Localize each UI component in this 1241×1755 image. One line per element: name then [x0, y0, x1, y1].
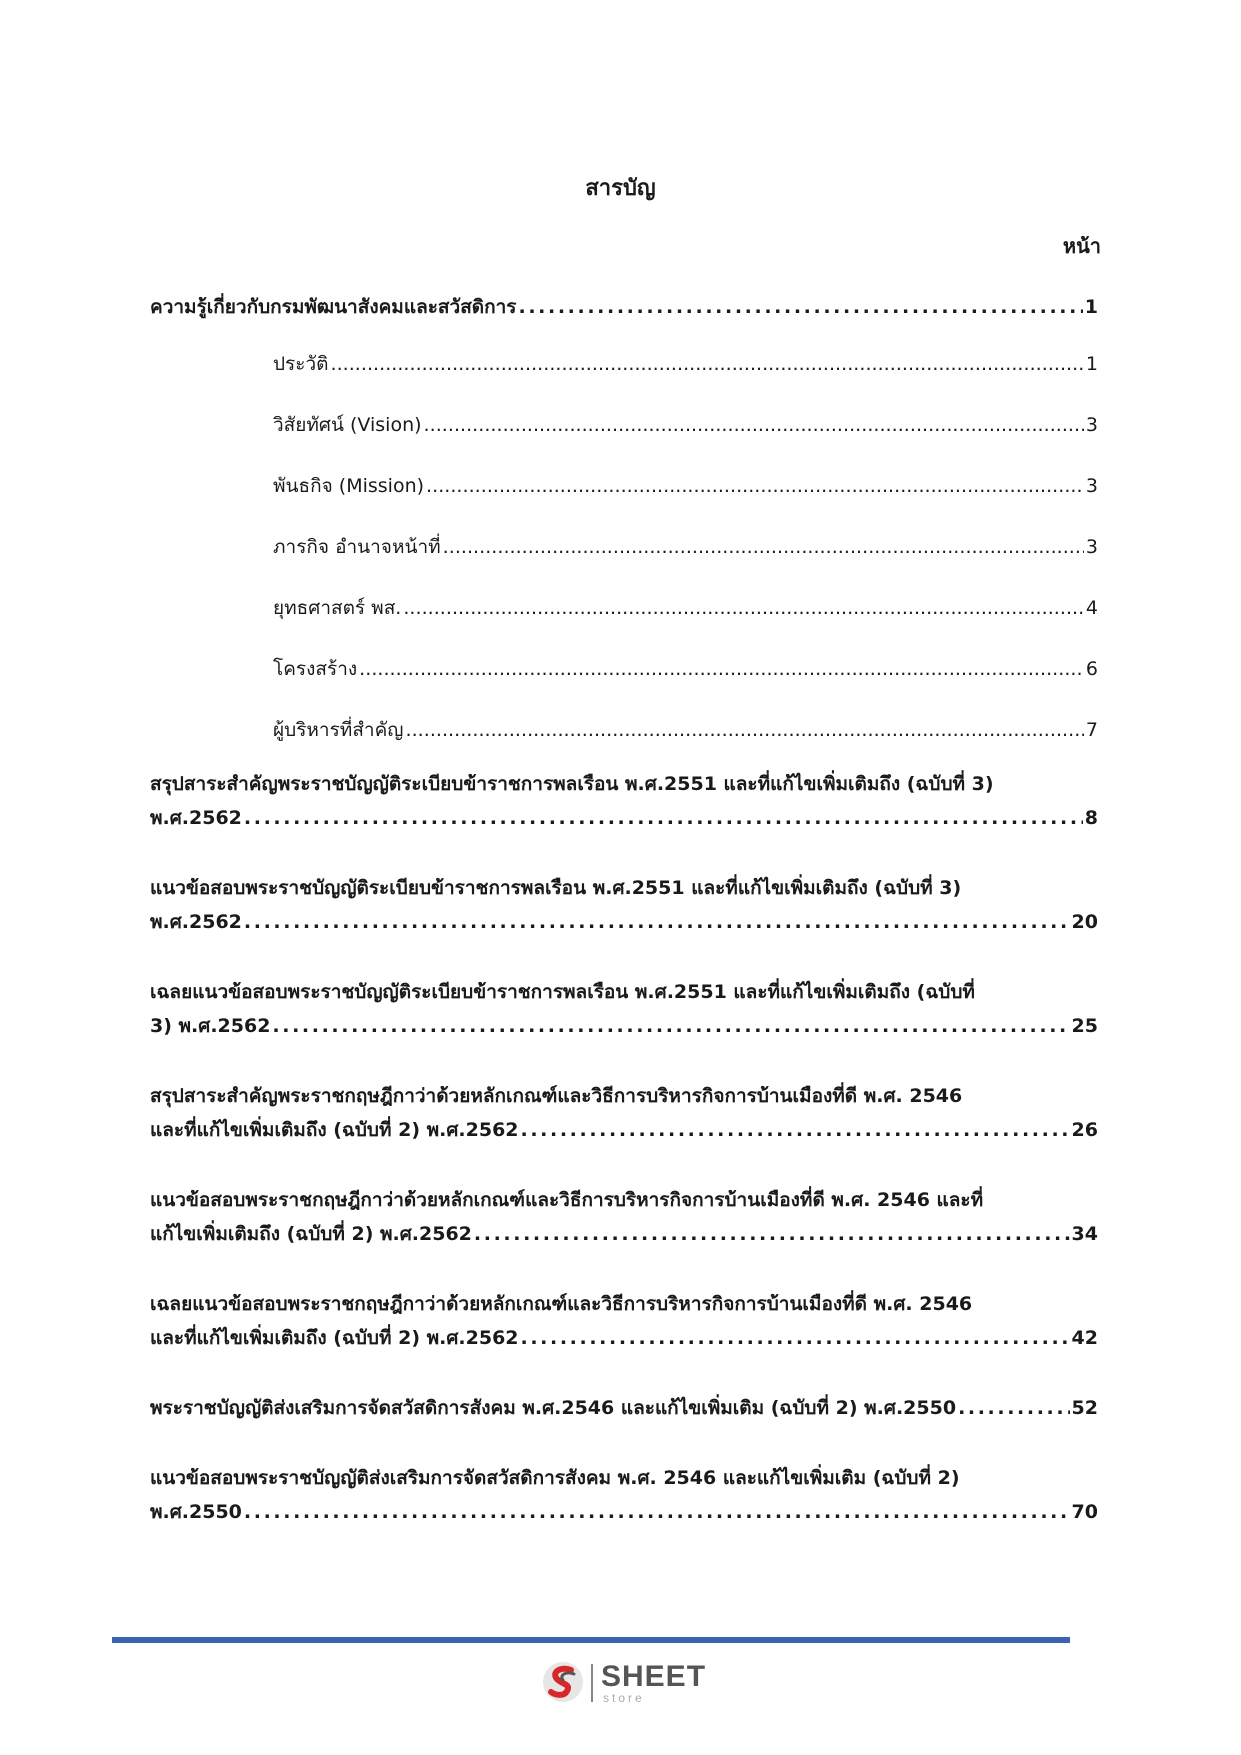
toc-section-line: พ.ศ.2550: [150, 1501, 242, 1523]
toc-subitem[interactable]: [150, 334, 1098, 395]
toc-subitem[interactable]: [150, 639, 1098, 700]
dot-leader: [426, 456, 1084, 517]
logo-text: SHEET: [601, 1660, 707, 1693]
dot-leader: [521, 1113, 1070, 1147]
toc-subitem-label: พันธกิจ (Mission): [273, 475, 425, 497]
toc-subitem[interactable]: [150, 700, 1098, 761]
toc-page-number: 3: [1085, 475, 1098, 497]
logo-subtext: store: [603, 1691, 645, 1705]
toc-section-line: 3) พ.ศ.2562: [150, 1015, 271, 1037]
page-title: สารบัญ: [585, 176, 656, 201]
toc-section-2[interactable]: [150, 767, 1098, 835]
sheet-store-logo-icon: [541, 1660, 585, 1704]
toc-page-number: 3: [1085, 536, 1098, 558]
toc-page-number: 26: [1071, 1119, 1098, 1141]
toc-page-number: 8: [1084, 807, 1098, 829]
toc-section-line: แนวข้อสอบพระราชกฤษฎีกาว่าด้วยหลักเกณฑ์และวิธีการบริหารกิจการบ้านเมืองที่ดี พ.ศ. 2546 และที่: [150, 1189, 984, 1211]
toc-subitem[interactable]: [150, 578, 1098, 639]
dot-leader: [330, 334, 1083, 395]
toc-page-number: 4: [1085, 597, 1098, 619]
toc-page-number: 7: [1085, 719, 1098, 741]
table-of-contents: [150, 290, 1098, 1529]
toc-section-line: สรุปสาระสำคัญพระราชกฤษฎีกาว่าด้วยหลักเกณฑ์และวิธีการบริหารกิจการบ้านเมืองที่ดี พ.ศ. 2546: [150, 1085, 963, 1107]
toc-section-line: แก้ไขเพิ่มเติมถึง (ฉบับที่ 2) พ.ศ.2562: [150, 1223, 472, 1245]
dot-leader: [272, 1009, 1069, 1043]
toc-page-number: 1: [1085, 353, 1098, 375]
toc-section-line: และที่แก้ไขเพิ่มเติมถึง (ฉบับที่ 2) พ.ศ.2562: [150, 1327, 519, 1349]
toc-section-6[interactable]: [150, 1183, 1098, 1251]
toc-page-number: 42: [1071, 1327, 1098, 1349]
toc-section-7[interactable]: [150, 1287, 1098, 1355]
dot-leader: [519, 290, 1083, 324]
toc-subitem-label: โครงสร้าง: [273, 658, 358, 680]
toc-section-line: สรุปสาระสำคัญพระราชบัญญัติระเบียบข้าราชการพลเรือน พ.ศ.2551 และที่แก้ไขเพิ่มเติมถึง (ฉบับที่ 3): [150, 773, 994, 795]
toc-section-8[interactable]: [150, 1391, 1098, 1425]
toc-section-line: แนวข้อสอบพระราชบัญญัติส่งเสริมการจัดสวัสดิการสังคม พ.ศ. 2546 และแก้ไขเพิ่มเติม (ฉบับที่ 2): [150, 1467, 960, 1489]
dot-leader: [474, 1217, 1070, 1251]
toc-page-number: 20: [1071, 911, 1098, 933]
toc-section-line: และที่แก้ไขเพิ่มเติมถึง (ฉบับที่ 2) พ.ศ.2562: [150, 1119, 519, 1141]
toc-section-3[interactable]: [150, 871, 1098, 939]
dot-leader: [244, 801, 1083, 835]
toc-page-number: 70: [1071, 1501, 1098, 1523]
dot-leader: [958, 1391, 1069, 1425]
dot-leader: [244, 905, 1070, 939]
toc-subitem-label: ยุทธศาสตร์ พส.: [273, 597, 402, 619]
toc-subitem-label: วิสัยทัศน์ (Vision): [273, 414, 422, 436]
toc-section-label: ความรู้เกี่ยวกับกรมพัฒนาสังคมและสวัสดิการ: [150, 296, 517, 318]
toc-section-line: แนวข้อสอบพระราชบัญญัติระเบียบข้าราชการพลเรือน พ.ศ.2551 และที่แก้ไขเพิ่มเติมถึง (ฉบับที่ 3): [150, 877, 962, 899]
toc-section-line: เฉลยแนวข้อสอบพระราชบัญญัติระเบียบข้าราชการพลเรือน พ.ศ.2551 และที่แก้ไขเพิ่มเติมถึง (ฉบับที่: [150, 981, 975, 1003]
footer-rule: [112, 1637, 1070, 1643]
toc-section-5[interactable]: [150, 1079, 1098, 1147]
toc-section-line: พระราชบัญญัติส่งเสริมการจัดสวัสดิการสังคม พ.ศ.2546 และแก้ไขเพิ่มเติม (ฉบับที่ 2) พ.ศ.2550: [150, 1397, 957, 1419]
toc-subitem[interactable]: [150, 395, 1098, 456]
dot-leader: [521, 1321, 1070, 1355]
dot-leader: [424, 395, 1084, 456]
toc-page-number: 1: [1084, 296, 1098, 318]
toc-subitem[interactable]: [150, 517, 1098, 578]
toc-subitem-label: ประวัติ: [273, 353, 329, 375]
toc-section-line: เฉลยแนวข้อสอบพระราชกฤษฎีกาว่าด้วยหลักเกณฑ์และวิธีการบริหารกิจการบ้านเมืองที่ดี พ.ศ. 2546: [150, 1293, 973, 1315]
logo-separator: [591, 1664, 593, 1702]
toc-subitems: [150, 334, 1098, 761]
dot-leader: [359, 639, 1084, 700]
dot-leader: [443, 517, 1084, 578]
toc-section-1[interactable]: [150, 290, 1098, 324]
dot-leader: [244, 1495, 1070, 1529]
toc-page-number: 3: [1085, 414, 1098, 436]
toc-section-9[interactable]: [150, 1461, 1098, 1529]
toc-section-4[interactable]: [150, 975, 1098, 1043]
toc-page-number: 6: [1085, 658, 1098, 680]
toc-page-number: 52: [1071, 1397, 1098, 1419]
toc-page-number: 25: [1071, 1015, 1098, 1037]
toc-section-line: พ.ศ.2562: [150, 807, 242, 829]
toc-subitem-label: ผู้บริหารที่สำคัญ: [273, 719, 404, 741]
toc-subitem[interactable]: [150, 456, 1098, 517]
page-column-header: หน้า: [1062, 234, 1101, 258]
toc-page-number: 34: [1071, 1223, 1098, 1245]
dot-leader: [403, 578, 1084, 639]
sheet-store-logo: [541, 1660, 711, 1708]
dot-leader: [406, 700, 1084, 761]
toc-subitem-label: ภารกิจ อำนาจหน้าที่: [273, 536, 441, 558]
toc-section-line: พ.ศ.2562: [150, 911, 242, 933]
